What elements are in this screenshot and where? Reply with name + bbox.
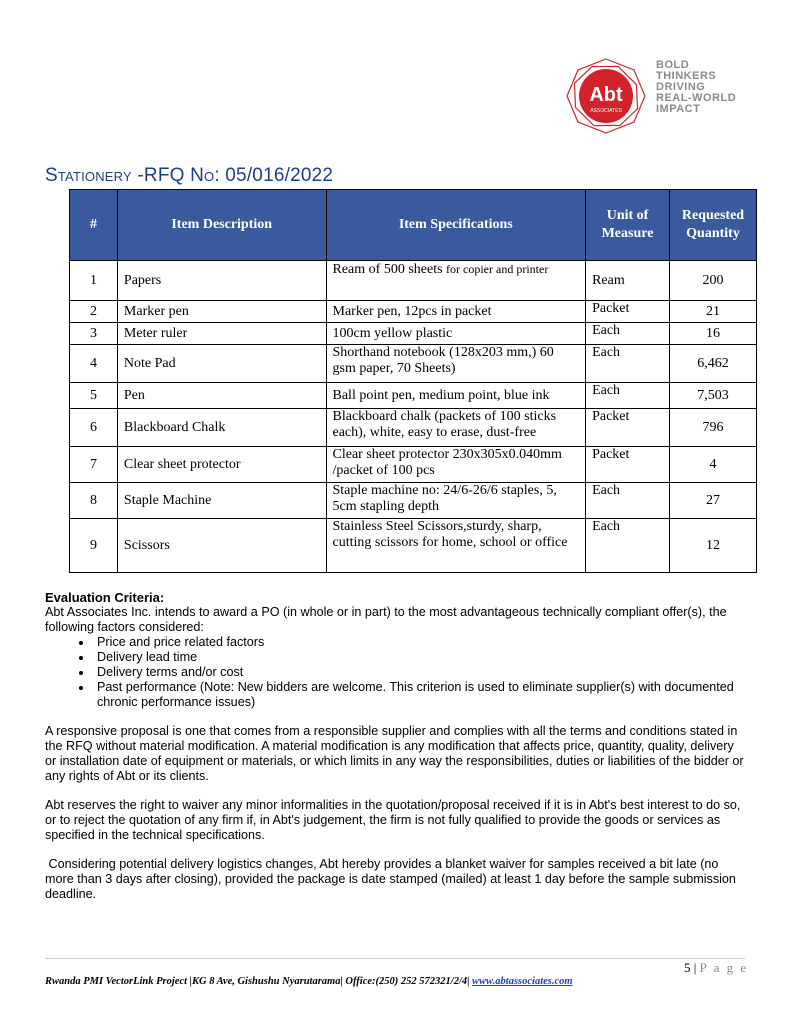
cell-number: 3 [70,323,118,345]
table-row [70,261,757,301]
cell-number: 4 [70,345,118,383]
page-title: Stationery -RFQ No: 05/016/2022 [45,165,334,186]
table-header-row [70,190,757,261]
header-item-specifications: Item Specifications [326,190,586,261]
evaluation-heading: Evaluation Criteria: [45,590,165,605]
website-link[interactable]: www.abtassociates.com [472,976,573,987]
list-item: • Delivery terms and/or cost [93,665,745,680]
cell-number: 8 [70,483,118,519]
rfq-table [69,189,757,573]
tagline-line: IMPACT [656,103,701,115]
cell-specification: Blackboard chalk (packets of 100 sticks each), white, easy to erase, dust-free [326,409,586,447]
cell-unit: Packet [586,409,670,447]
evaluation-factors-list [45,635,745,710]
cell-unit: Each [586,483,670,519]
cell-description: Note Pad [117,345,326,383]
page-label: P a g e [699,960,749,975]
evaluation-section [45,590,745,902]
cell-specification: Clear sheet protector 230x305x0.040mm /packet of 100 pcs [326,447,586,483]
table-row [70,519,757,573]
cell-specification: Stainless Steel Scissors,sturdy, sharp, cutting scissors for home, school or office [326,519,586,573]
table-row [70,345,757,383]
footer-address [45,976,573,987]
abt-logo [564,56,648,136]
header-requested-quantity [669,190,756,261]
cell-unit: Packet [586,447,670,483]
page-number-value: 5 [684,960,691,975]
cell-specification: Staple machine no: 24/6-26/6 staples, 5, 5cm stapling depth [326,483,586,519]
footer-address-text: Rwanda PMI VectorLink Project |KG 8 Ave, Gishushu Nyarutarama| Office:(250) 252 572321/2/4| [45,976,473,987]
table-row [70,409,757,447]
cell-description: Papers [117,261,326,301]
list-item: • Delivery lead time [93,650,745,665]
cell-quantity: 12 [669,519,756,573]
table-row [70,323,757,345]
logo-text: Abt [589,84,623,106]
cell-quantity: 7,503 [669,383,756,409]
table-row [70,483,757,519]
cell-quantity: 16 [669,323,756,345]
cell-description: Meter ruler [117,323,326,345]
sample-waiver-paragraph: Considering potential delivery logistics changes, Abt hereby provides a blanket waiver for samples received a bit late (no more than 3 days after closing), provided the package is date stamped (mailed) at least 1 day before the sample submission deadline. [45,857,740,901]
header-number: # [70,190,118,261]
unit-text: Ream [592,272,625,288]
cell-quantity: 796 [669,409,756,447]
tagline [656,60,736,115]
spec-text: Ream of 500 sheets [332,262,443,277]
cell-unit: Each [586,383,670,409]
table-row [70,383,757,409]
waiver-rights-paragraph: Abt reserves the right to waiver any minor informalities in the quotation/proposal received if it is in Abt's best interest to do so, or to reject the quotation of any firm if, in Abt's judgement, the firm is not fully qualified to provide the goods or services as specified in the technical specifications. [45,798,741,842]
cell-quantity: 21 [669,301,756,323]
list-item: • Price and price related factors [93,635,745,650]
header-unit-of-measure [586,190,670,261]
table-row [70,447,757,483]
cell-number: 2 [70,301,118,323]
logo-subtext: ASSOCIATES [590,108,622,114]
cell-specification: Shorthand notebook (128x203 mm,) 60 gsm paper, 70 Sheets) [326,345,586,383]
tagline-line: DRIVING [656,81,706,93]
header-unit-text: Unit of Measure [601,208,654,241]
evaluation-intro: Abt Associates Inc. intends to award a PO (in whole or in part) to the most advantageous technically compliant offer(s), the following factors considered: [45,605,727,634]
cell-unit [586,261,670,301]
cell-description: Blackboard Chalk [117,409,326,447]
header-qty-text: Requested Quantity [681,208,745,241]
cell-quantity: 27 [669,483,756,519]
cell-quantity: 200 [669,261,756,301]
cell-specification: Ball point pen, medium point, blue ink [326,383,586,409]
table-row [70,301,757,323]
list-item: • Past performance (Note: New bidders are welcome. This criterion is used to eliminate supplier(s) with documented chronic performance issues) [93,680,745,710]
cell-quantity: 6,462 [669,345,756,383]
spec-small-text: for copier and printer [446,262,549,276]
cell-number: 7 [70,447,118,483]
cell-specification: Marker pen, 12pcs in packet [326,301,586,323]
cell-quantity: 4 [669,447,756,483]
cell-unit: Each [586,323,670,345]
cell-number: 5 [70,383,118,409]
cell-description: Pen [117,383,326,409]
cell-unit: Each [586,345,670,383]
responsive-proposal-paragraph: A responsive proposal is one that comes from a responsible supplier and complies with all the terms and conditions stated in the RFQ without material modification. A material modification is any modification that affects price, quantity, quality, delivery or installation date of equipment or materials, or which limits in any way the responsibilities, duties or liabilities of the bidder or any rights of Abt or its clients. [45,724,744,783]
cell-description: Clear sheet protector [117,447,326,483]
cell-number: 9 [70,519,118,573]
cell-number: 6 [70,409,118,447]
cell-unit: Each [586,519,670,573]
header-item-description: Item Description [117,190,326,261]
cell-description: Staple Machine [117,483,326,519]
tagline-line: REAL-WORLD [656,92,737,104]
cell-unit: Packet [586,301,670,323]
footer-divider [45,958,745,959]
page-number: 5 | P a g e [684,960,749,975]
cell-specification: 100cm yellow plastic [326,323,586,345]
tagline-line: THINKERS [656,70,717,82]
tagline-line: BOLD [656,59,690,71]
cell-description: Marker pen [117,301,326,323]
cell-specification [326,261,586,301]
cell-number: 1 [70,261,118,301]
cell-description: Scissors [117,519,326,573]
